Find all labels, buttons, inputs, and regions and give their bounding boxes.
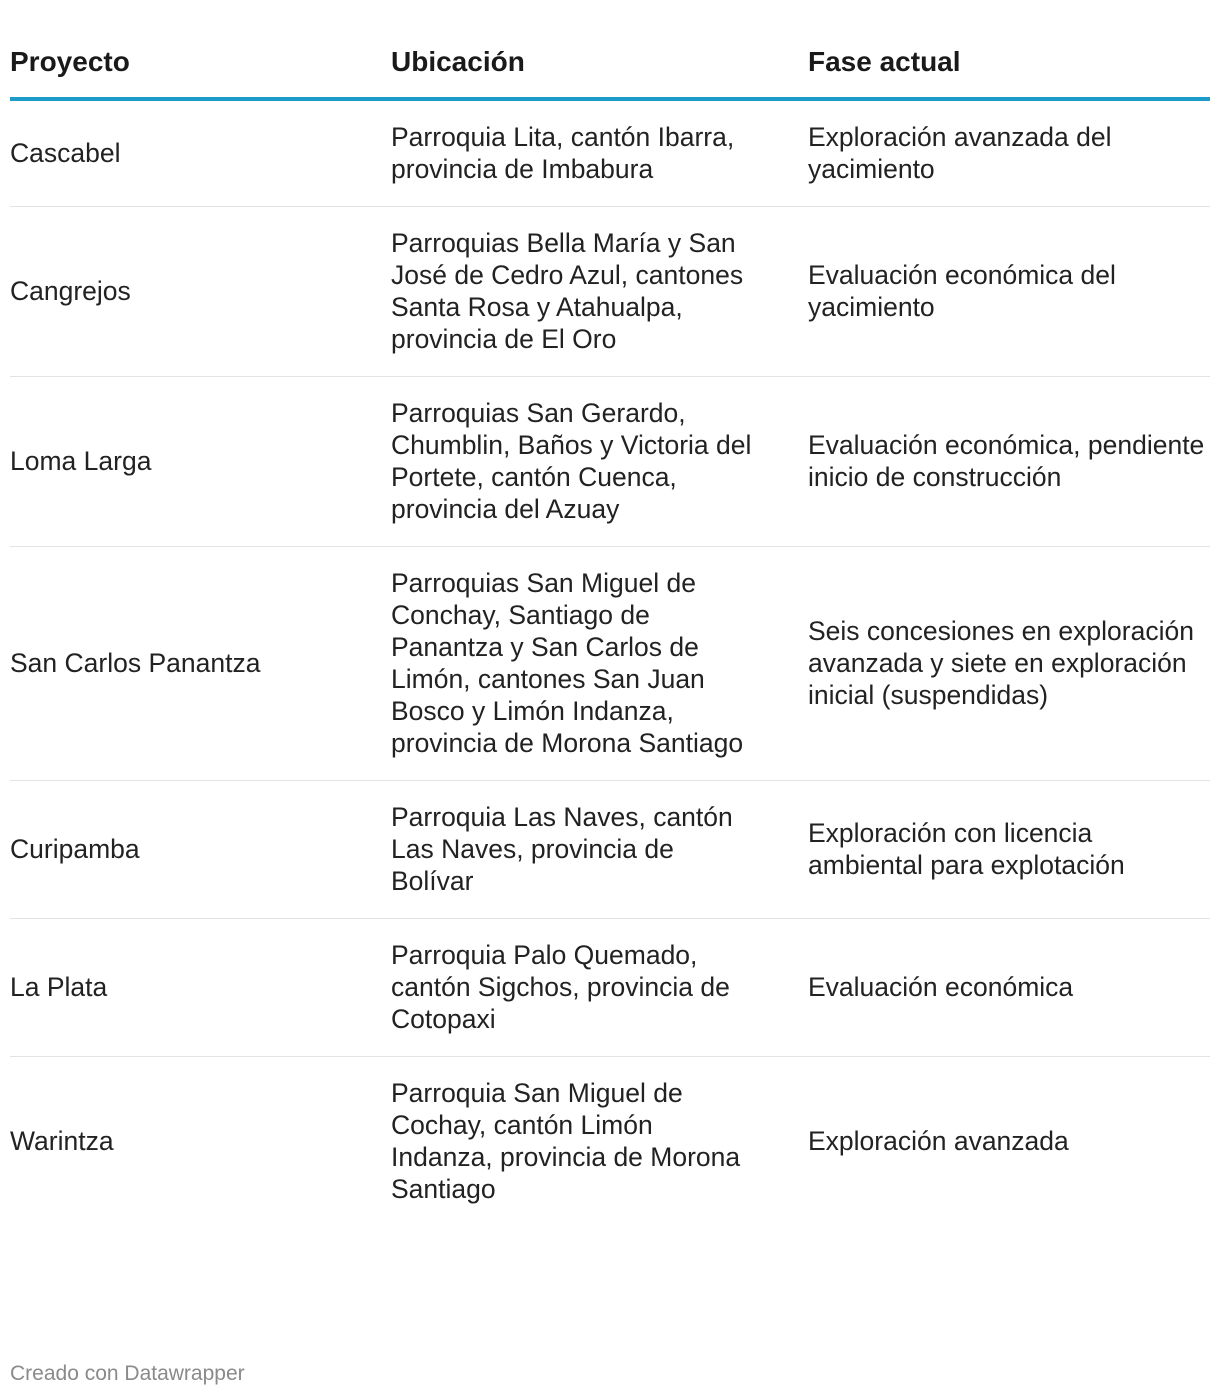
phase-cell: Exploración avanzada	[808, 1126, 1069, 1156]
phase-cell: Evaluación económica	[808, 919, 1210, 1057]
column-header-location[interactable]: Ubicación	[391, 28, 808, 99]
table-row	[10, 207, 1210, 377]
header-row	[10, 28, 1210, 99]
projects-table	[10, 28, 1210, 1226]
table-body	[10, 99, 1210, 1226]
datawrapper-credit-link[interactable]: Creado con Datawrapper	[10, 1362, 245, 1385]
phase-cell: Seis concesiones en exploración avanzada y siete en exploración inicial (suspendidas)	[808, 547, 1210, 781]
project-cell: Cascabel	[10, 99, 391, 207]
location-cell: Parroquias San Miguel de Conchay, Santiago de Panantza y San Carlos de Limón, cantones San Juan Bosco y Limón Indanza, provincia de Morona Santiago	[391, 547, 808, 781]
phase-cell: Exploración con licencia ambiental para explotación	[808, 781, 1210, 919]
location-cell: Parroquia Lita, cantón Ibarra, provincia de Imbabura	[391, 99, 808, 207]
location-cell: Parroquia Las Naves, cantón Las Naves, provincia de Bolívar	[391, 781, 808, 919]
project-cell: San Carlos Panantza	[10, 547, 391, 781]
column-header-phase[interactable]: Fase actual	[808, 28, 1210, 99]
phase-cell: Evaluación económica, pendiente inicio de construcción	[808, 377, 1210, 547]
table-header	[10, 28, 1210, 99]
table-row	[10, 919, 1210, 1057]
location-cell: Parroquia San Miguel de Cochay, cantón Limón Indanza, provincia de Morona Santiago	[391, 1078, 741, 1204]
location-cell: Parroquias San Gerardo, Chumblin, Baños y Victoria del Portete, cantón Cuenca, provincia del Azuay	[391, 377, 808, 547]
location-cell: Parroquia Palo Quemado, cantón Sigchos, provincia de Cotopaxi	[391, 919, 808, 1057]
project-cell: La Plata	[10, 919, 391, 1057]
table-row	[10, 547, 1210, 781]
phase-cell: Exploración avanzada del yacimiento	[808, 99, 1210, 207]
project-cell: Warintza	[10, 1126, 114, 1156]
project-cell: Loma Larga	[10, 377, 391, 547]
projects-table-container	[10, 28, 1210, 1226]
table-row	[10, 99, 1210, 207]
table-row	[10, 781, 1210, 919]
location-cell: Parroquias Bella María y San José de Cedro Azul, cantones Santa Rosa y Atahualpa, provincia de El Oro	[391, 207, 808, 377]
table-row	[10, 1057, 1210, 1227]
column-header-project[interactable]: Proyecto	[10, 28, 391, 99]
project-cell: Cangrejos	[10, 207, 391, 377]
table-row	[10, 377, 1210, 547]
project-cell: Curipamba	[10, 781, 391, 919]
phase-cell: Evaluación económica del yacimiento	[808, 207, 1210, 377]
